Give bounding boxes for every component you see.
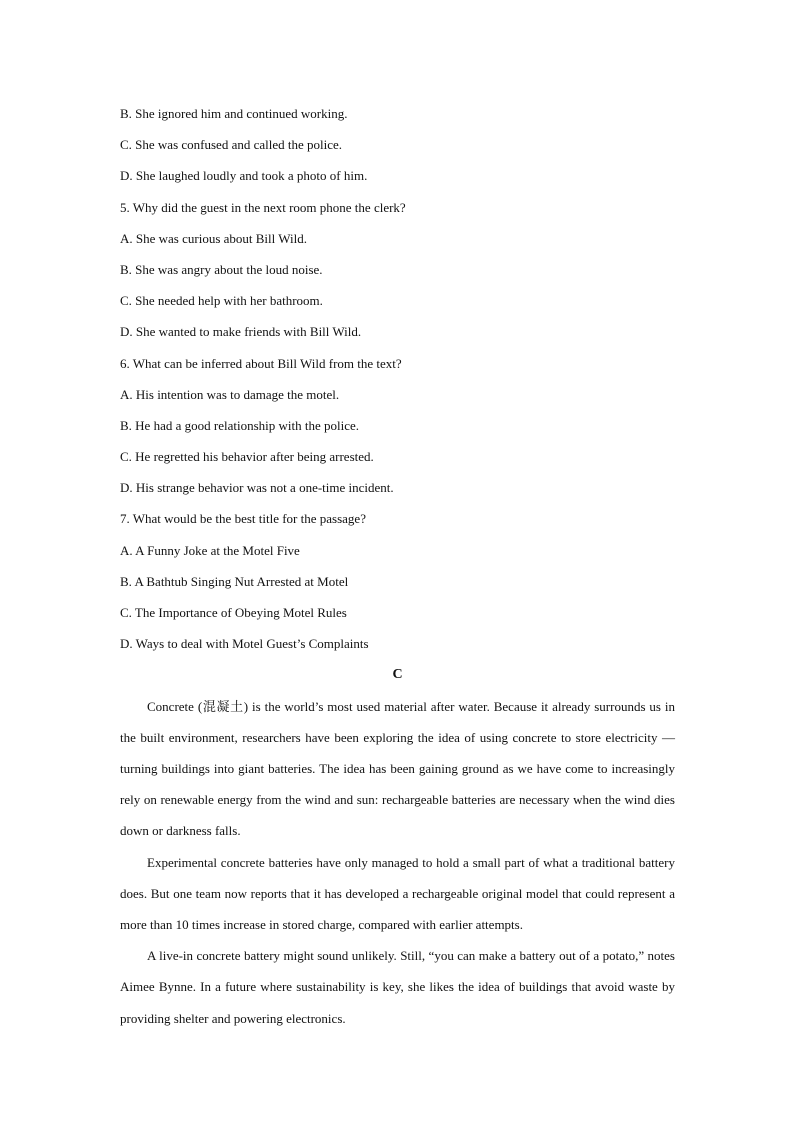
question-6-option-b: B. He had a good relationship with the police.	[120, 417, 360, 433]
question-7-option-c: C. The Importance of Obeying Motel Rules	[120, 605, 347, 620]
question-5-stem: 5. Why did the guest in the next room phone the clerk?	[120, 199, 406, 215]
question-6-option-d: D. His strange behavior was not a one-time incident.	[120, 480, 394, 496]
question-7-option-b: B. A Bathtub Singing Nut Arrested at Motel	[120, 573, 349, 589]
question-6-option-a: A. His intention was to damage the motel.	[120, 386, 340, 402]
question-4-option-b: B. She ignored him and continued working.	[120, 106, 348, 121]
passage-paragraph: A live-in concrete battery might sound unlikely. Still, “you can make a battery out of a potato,” notes Aimee Bynne. In a future where sustainability is key, she likes the idea of buildings that avoid waste by providing shelter and powering electronics.	[120, 948, 675, 1026]
question-5-option-b: B. She was angry about the loud noise.	[120, 261, 323, 277]
question-6-option-c: C. He regretted his behavior after being arrested.	[120, 449, 374, 465]
passage-paragraph: Experimental concrete batteries have only managed to hold a small part of what a traditional battery does. But one team now reports that it has developed a rechargeable original model that could represent a more than 10 times increase in stored charge, compared with earlier attempts.	[120, 854, 675, 932]
question-4-option-d: D. She laughed loudly and took a photo of him.	[120, 168, 368, 184]
passage-paragraph: Concrete (混凝土) is the world’s most used material after water. Because it already surrounds us in the built environment, researchers have been exploring the idea of using concrete to store electricity — turning buildings into giant batteries. The idea has been gaining ground as we have come to increasingly rely on renewable energy from the wind and sun: rechargeable batteries are necessary when the wind dies down or darkness falls.	[120, 698, 675, 839]
question-6-stem: 6. What can be inferred about Bill Wild from the text?	[120, 355, 402, 371]
document-page	[120, 98, 675, 1034]
question-5-option-d: D. She wanted to make friends with Bill Wild.	[120, 324, 362, 340]
question-5-option-a: A. She was curious about Bill Wild.	[120, 230, 308, 246]
question-4-option-c: C. She was confused and called the police.	[120, 137, 343, 153]
question-7-option-a: A. A Funny Joke at the Motel Five	[120, 542, 300, 558]
section-c-heading: C	[392, 667, 403, 683]
question-7-option-d: D. Ways to deal with Motel Guest’s Complaints	[120, 636, 369, 652]
question-7-stem: 7. What would be the best title for the passage?	[120, 511, 366, 527]
question-5-option-c: C. She needed help with her bathroom.	[120, 293, 323, 309]
